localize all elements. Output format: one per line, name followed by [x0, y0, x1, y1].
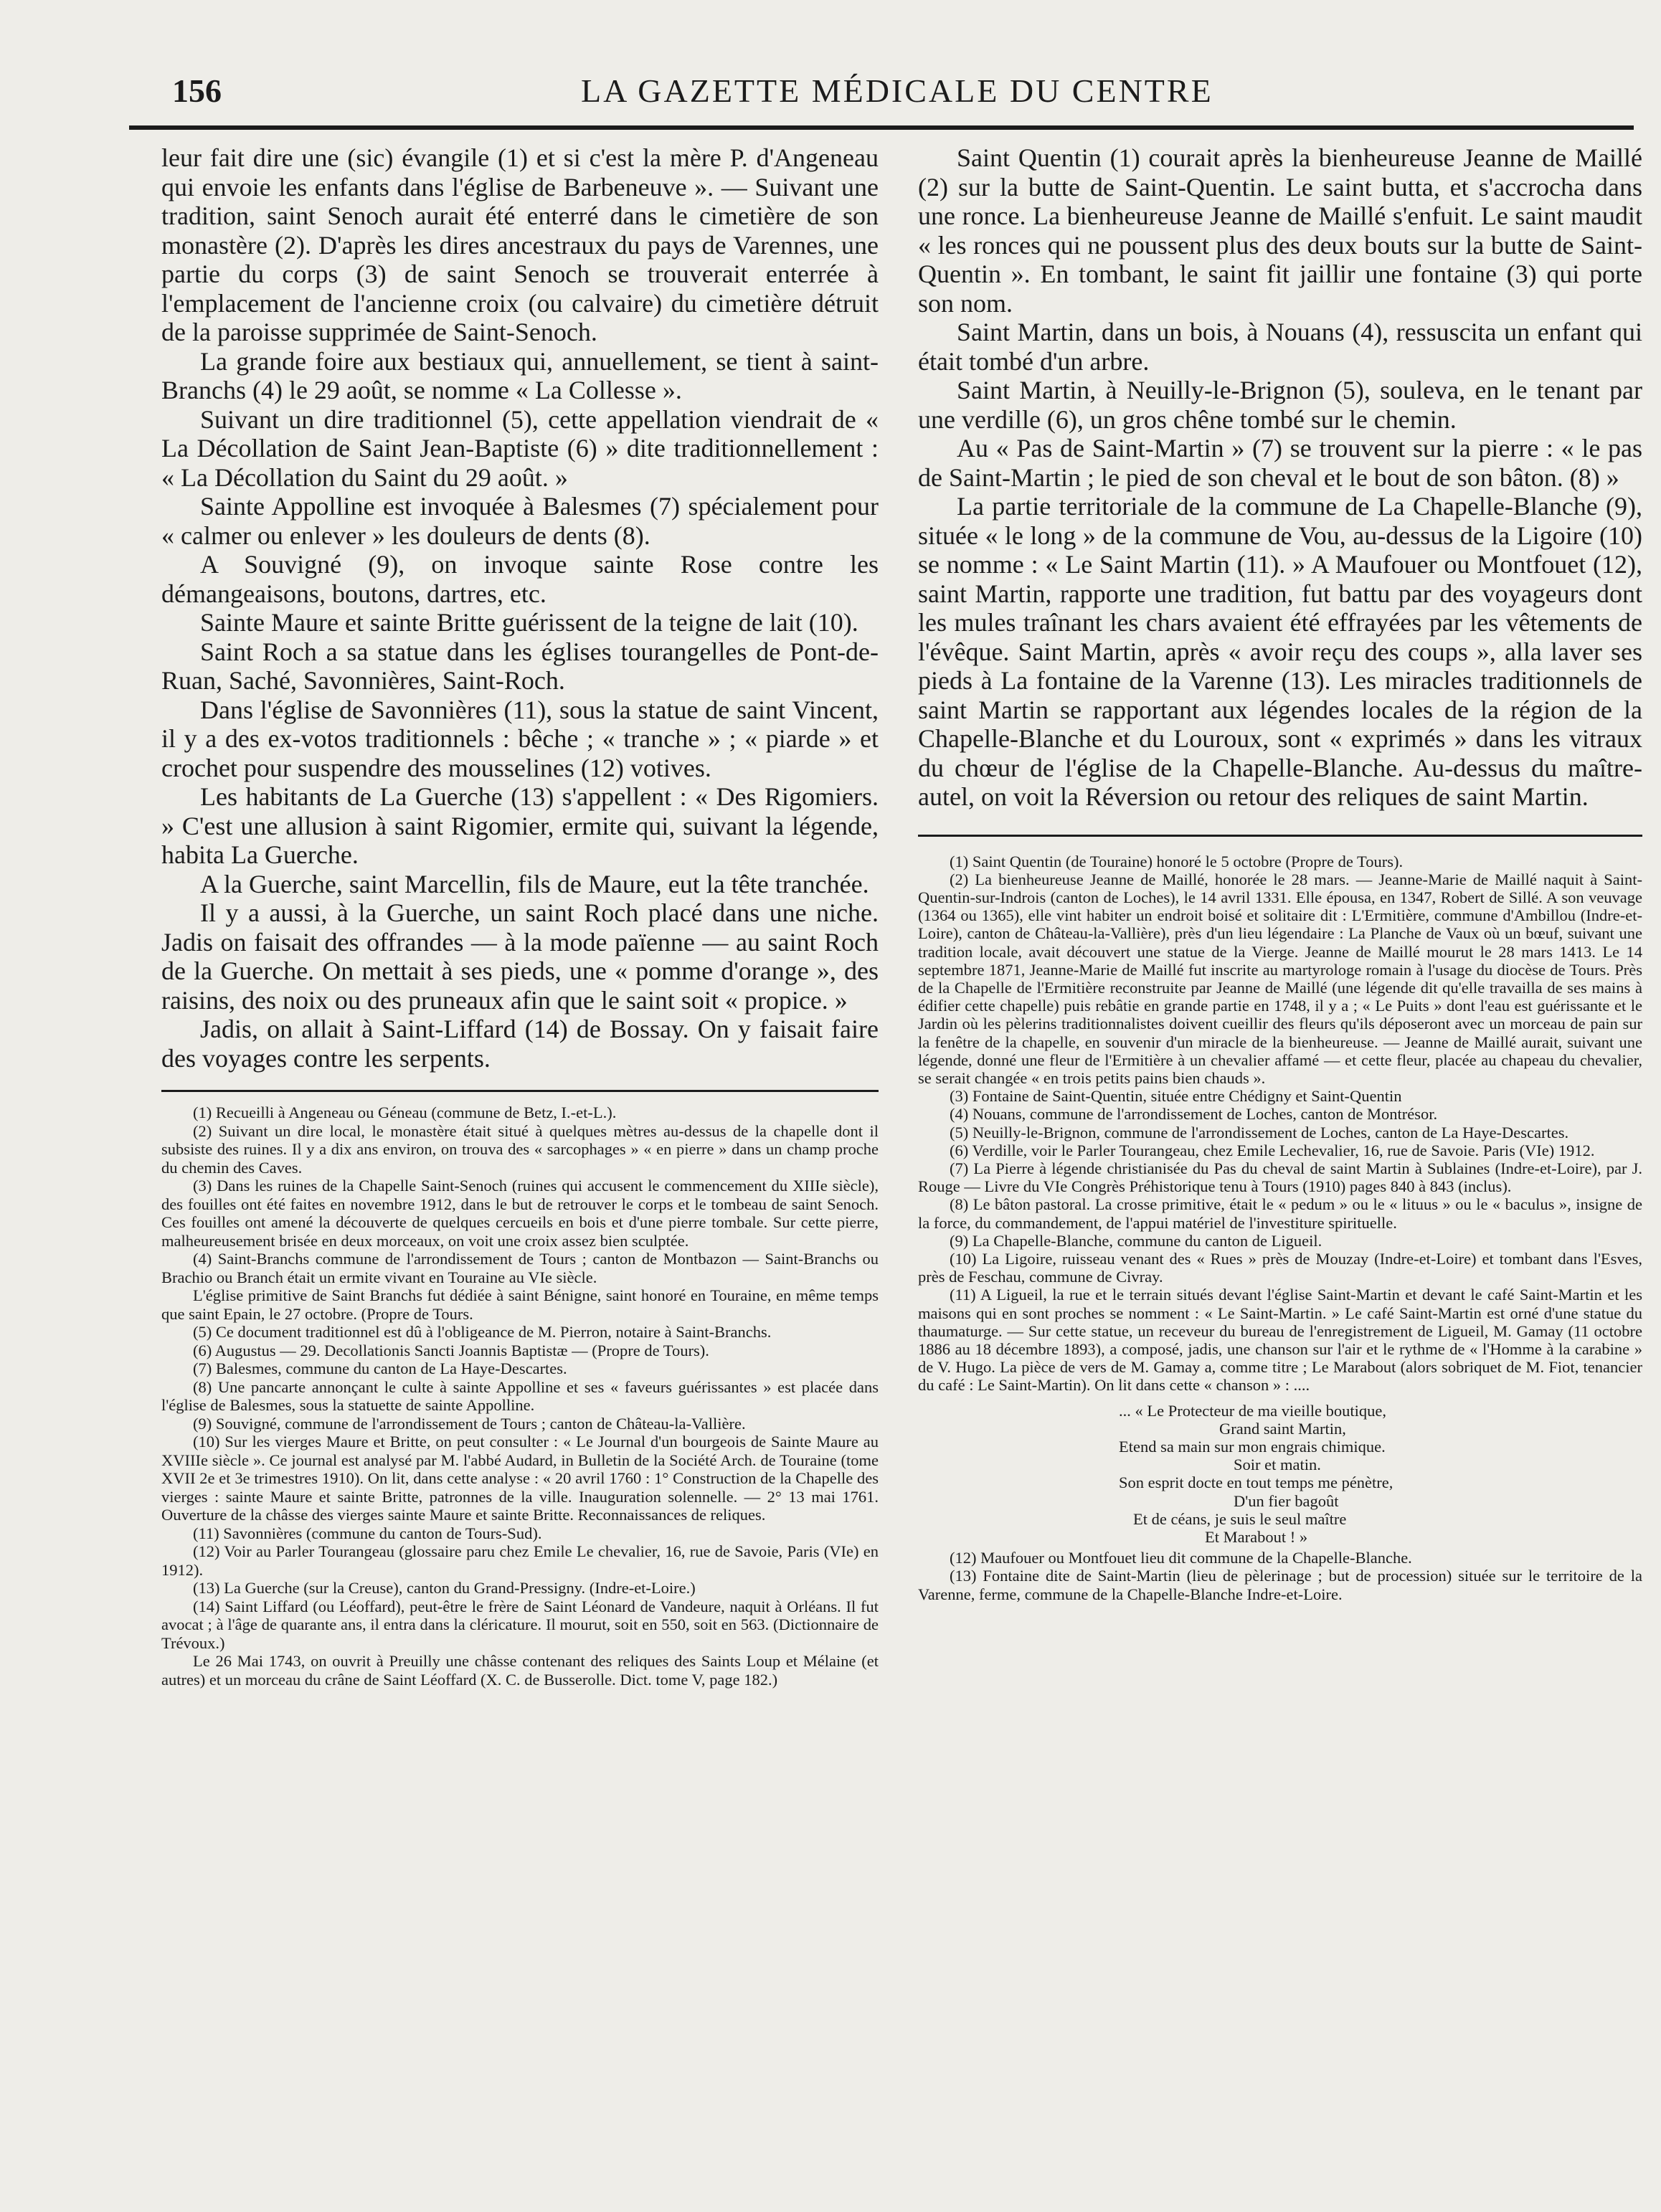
poem-line: Etend sa main sur mon engrais chimique. [1119, 1438, 1386, 1456]
poem-line: Et de céans, je suis le seul maître [1133, 1509, 1347, 1528]
paragraph: Saint Quentin (1) courait après la bienheureuse Jeanne de Maillé (2) sur la butte de Saint-Quentin. Le saint butta, et s'accrocha dans une ronce. La bienheureuse Jeanne de Maillé s'enfuit. Le saint maudit « les ronces qui ne poussent plus des deux bouts sur la butte de Saint-Quentin ». En tombant, le saint fit jaillir une fontaine (3) qui porte son nom. [918, 143, 1642, 318]
paragraph: Il y a aussi, à la Guerche, un saint Roch placé dans une niche. Jadis on faisait des offrandes — à la mode païenne — au saint Roch de la Guerche. On mettait à ses pieds, une « pomme d'orange », des raisins, des noix ou des pruneaux afin que le saint soit « propice. » [161, 898, 879, 1015]
paragraph: Dans l'église de Savonnières (11), sous la statue de saint Vincent, il y a des ex-votos traditionnels : bêche ; « tranche » ; « piarde » et crochet pour suspendre des mousselines (12) votives. [161, 695, 879, 782]
paragraph: Jadis, on allait à Saint-Liffard (14) de Bossay. On y faisait faire des voyages contre les serpents. [161, 1015, 879, 1073]
footnote: (6) Verdille, voir le Parler Tourangeau, chez Emile Lechevalier, 16, rue de Savoie. Paris (VIe) 1912. [950, 1141, 1595, 1159]
left-body-text [161, 143, 879, 1073]
footnote: (5) Neuilly-le-Brignon, commune de l'arrondissement de Loches, canton de La Haye-Descartes. [950, 1123, 1569, 1141]
paragraph: Saint Roch a sa statue dans les églises tourangelles de Pont-de-Ruan, Saché, Savonnières, Saint-Roch. [161, 637, 879, 695]
paragraph: A la Guerche, saint Marcellin, fils de Maure, eut la tête tranchée. [200, 869, 869, 898]
footnote: (9) La Chapelle-Blanche, commune du canton de Ligueil. [950, 1231, 1322, 1250]
footnote: (8) Une pancarte annonçant le culte à sainte Appolline et ses « faveurs guérissantes » est placée dans l'église de Balesmes, sous la statuette de sainte Appolline. [161, 1377, 879, 1414]
poem-line: Grand saint Martin, [1219, 1419, 1346, 1438]
left-column [161, 143, 879, 1689]
poem-line: ... « Le Protecteur de ma vieille boutique, [1119, 1401, 1387, 1420]
paragraph: Saint Martin, dans un bois, à Nouans (4), ressuscita un enfant qui était tombé d'un arbre. [918, 318, 1642, 376]
footnote: (6) Augustus — 29. Decollationis Sancti Joannis Baptistæ — (Propre de Tours). [193, 1341, 709, 1359]
poem-line: D'un fier bagoût [1234, 1491, 1339, 1510]
footnote: Le 26 Mai 1743, on ouvrit à Preuilly une châsse contenant des reliques des Saints Loup et Mélaine (et autres) et un morceau du crâne de Saint Léoffard (X. C. de Busserolle. Dict. tome V, page 182.) [161, 1652, 879, 1689]
paragraph: Sainte Maure et sainte Britte guérissent de la teigne de lait (10). [200, 608, 858, 637]
paragraph: La partie territoriale de la commune de La Chapelle-Blanche (9), située « le long » de la commune de Vou, au-dessus de la Ligoire (10) se nomme : « Le Saint Martin (11). » A Maufouer ou Montfouet (12), saint Martin, rapporte une tradition, fut battu par des voyageurs dont les mules traînant les chars avaient été effrayées par les vêtements de l'évêque. Saint Martin, après « avoir reçu des coups », alla laver ses pieds à La fontaine de la Varenne (13). Les miracles traditionnels de saint Martin se rapportant aux légendes locales de la région de la Chapelle-Blanche et du Louroux, sont « exprimés » dans les vitraux du chœur de l'église de la Chapelle-Blanche. Au-dessus du maître-autel, on voit la Réversion ou retour des reliques de saint Martin. [918, 492, 1642, 811]
paragraph: Les habitants de La Guerche (13) s'appellent : « Des Rigomiers. » C'est une allusion à saint Rigomier, ermite qui, suivant la légende, habita La Guerche. [161, 782, 879, 869]
footnote: (10) La Ligoire, ruisseau venant des « Rues » près de Mouzay (Indre-et-Loire) et tombant dans l'Esves, près de Feschau, commune de Civray. [918, 1249, 1642, 1286]
footnote: (10) Sur les vierges Maure et Britte, on peut consulter : « Le Journal d'un bourgeois de Sainte Maure au XVIIIe siècle ». Ce journal est analysé par M. l'abbé Audard, in Bulletin de la Société Arch. de Touraine (tome XVII 2e et 3e trimestres 1910). On lit, dans cette analyse : « 20 avril 1760 : 1° Construction de la Chapelle des vierges : sainte Maure et sainte Britte, patronnes de la ville. Inauguration solennelle. — 2° 13 mai 1761. Ouverture de la châsse des vierges sainte Maure et sainte Britte. Reconnaissances de reliques. [161, 1433, 879, 1524]
footnote: (13) La Guerche (sur la Creuse), canton du Grand-Pressigny. (Indre-et-Loire.) [193, 1579, 696, 1597]
paragraph: La grande foire aux bestiaux qui, annuellement, se tient à saint-Branchs (4) le 29 août, se nomme « La Collesse ». [161, 346, 879, 404]
footnote: (14) Saint Liffard (ou Léoffard), peut-être le frère de Saint Léonard de Vandeure, naquit à Orléans. Il fut avocat ; à l'âge de quarante ans, il entra dans la cléricature. Il mourut, soit en 550, soit en 563. (Dictionnaire de Trévoux.) [161, 1597, 879, 1652]
footnote: (3) Dans les ruines de la Chapelle Saint-Senoch (ruines qui accusent le commencement du XIIIe siècle), des fouilles ont été faites en novembre 1912, dans le but de retrouver le corps et le tombeau de saint Senoch. Ces fouilles ont amené la découverte de quelques cercueils en bois et d'une pierre tombale. Sur cette pierre, malheureusement brisée en deux morceaux, on voit une croix assez bien sculptée. [161, 1177, 879, 1250]
paragraph: Saint Martin, à Neuilly-le-Brignon (5), souleva, en le tenant par une verdille (6), un gros chêne tombé sur le chemin. [918, 376, 1642, 434]
poem-line: Son esprit docte en tout temps me pénètre, [1119, 1473, 1393, 1492]
paragraph: A Souvigné (9), on invoque sainte Rose contre les démangeaisons, boutons, dartres, etc. [161, 550, 879, 608]
footnote: (7) Balesmes, commune du canton de La Haye-Descartes. [193, 1359, 567, 1377]
footnote: (3) Fontaine de Saint-Quentin, située entre Chédigny et Saint-Quentin [950, 1087, 1402, 1106]
footnote: (4) Nouans, commune de l'arrondissement de Loches, canton de Montrésor. [950, 1105, 1438, 1124]
footnote: (12) Voir au Parler Tourangeau (glossaire paru chez Emile Le chevalier, 16, rue de Savoie, Paris (VIe) en 1912). [161, 1542, 879, 1579]
paragraph: Suivant un dire traditionnel (5), cette appellation viendrait de « La Décollation de Saint Jean-Baptiste (6) » dite traditionnellement : « La Décollation du Saint du 29 août. » [161, 404, 879, 492]
left-footnotes [161, 1103, 879, 1689]
poem [918, 1402, 1642, 1547]
footnote: L'église primitive de Saint Branchs fut dédiée à saint Bénigne, saint honoré en Touraine, en même temps que saint Epain, le 27 octobre. (Propre de Tours. [161, 1286, 879, 1323]
header-rule [129, 125, 1634, 130]
footnote: (12) Maufouer ou Montfouet lieu dit commune de la Chapelle-Blanche. [950, 1549, 1412, 1567]
footnotes-rule [161, 1090, 879, 1092]
footnote: (8) Le bâton pastoral. La crosse primitive, était le « pedum » ou le « lituus » ou le « baculus », insigne de la force, du commandement, de l'appui matériel de l'investiture spirituelle. [918, 1195, 1642, 1232]
footnotes-rule [918, 835, 1642, 837]
paragraph: leur fait dire une (sic) évangile (1) et si c'est la mère P. d'Angeneau qui envoie les enfants dans l'église de Barbeneuve ». — Suivant une tradition, saint Senoch aurait été enterré dans le cimetière de son monastère (2). D'après les dires ancestraux du pays de Varennes, une partie du corps (3) de saint Senoch se trouverait enterrée à l'emplacement de l'ancienne croix (ou calvaire) du cimetière détruit de la paroisse supprimée de Saint-Senoch. [161, 143, 879, 346]
right-column [918, 143, 1642, 1603]
footnote: (11) A Ligueil, la rue et le terrain situés devant l'église Saint-Martin et devant le café Saint-Martin et les maisons qui en sont proches se nomment : « Le Saint-Martin. » Le café Saint-Martin est orné d'une statue du thaumaturge. — Sur cette statue, un receveur du bureau de l'enregistrement de Ligueil, M. Gamay (11 octobre 1886 au 18 décembre 1893), a composé, jadis, une chanson sur l'air et le rythme de « l'Homme à la carabine » de V. Hugo. La pièce de vers de M. Gamay a, comme titre ; Le Marabout (alors sobriquet de M. Fiot, tenancier du café : Le Saint-Martin). On lit dans cette « chanson » : .... [918, 1286, 1642, 1395]
poem-line: Et Marabout ! » [1205, 1528, 1308, 1547]
paragraph: Au « Pas de Saint-Martin » (7) se trouvent sur la pierre : « le pas de Saint-Martin ; le pied de son cheval et le bout de son bâton. (8) » [918, 434, 1642, 492]
footnote: (9) Souvigné, commune de l'arrondissement de Tours ; canton de Château-la-Vallière. [193, 1414, 746, 1433]
journal-title: LA GAZETTE MÉDICALE DU CENTRE [581, 72, 1213, 109]
footnote: (5) Ce document traditionnel est dû à l'obligeance de M. Pierron, notaire à Saint-Branchs. [193, 1323, 772, 1341]
footnote: (1) Recueilli à Angeneau ou Géneau (commune de Betz, I.-et-L.). [193, 1103, 617, 1121]
page-header [158, 72, 1618, 122]
paragraph: Sainte Appolline est invoquée à Balesmes (7) spécialement pour « calmer ou enlever » les douleurs de dents (8). [161, 492, 879, 550]
footnote: (11) Savonnières (commune du canton de Tours-Sud). [193, 1524, 542, 1542]
footnote: (7) La Pierre à légende christianisée du Pas du cheval de saint Martin à Sublaines (Indre-et-Loire), par J. Rouge — Livre du VIe Congrès Préhistorique tenu à Tours (1910) pages 840 à 843 (inclus). [918, 1159, 1642, 1196]
footnote: (2) Suivant un dire local, le monastère était situé à quelques mètres au-dessus de la chapelle dont il subsiste des ruines. Il y a dix ans environ, on trouva des « sarcophages » « en pierre » dans un champ proche du chemin des Caves. [161, 1121, 879, 1177]
footnote: (4) Saint-Branchs commune de l'arrondissement de Tours ; canton de Montbazon — Saint-Branchs ou Brachio ou Branch était un ermite vivant en Touraine au VIe siècle. [161, 1250, 879, 1286]
poem-line: Soir et matin. [1234, 1456, 1321, 1474]
footnote: (1) Saint Quentin (de Touraine) honoré le 5 octobre (Propre de Tours). [950, 852, 1404, 870]
right-footnotes [918, 853, 1642, 1603]
page-number: 156 [172, 72, 222, 109]
footnote: (13) Fontaine dite de Saint-Martin (lieu de pèlerinage ; but de procession) située sur le territoire de la Varenne, ferme, commune de la Chapelle-Blanche Indre-et-Loire. [918, 1567, 1642, 1603]
right-body-text [918, 143, 1642, 812]
footnote: (2) La bienheureuse Jeanne de Maillé, honorée le 28 mars. — Jeanne-Marie de Maillé naquit à Saint-Quentin-sur-Indrois (canton de Loches), le 14 avril 1331. Elle épousa, en 1347, Robert de Sillé. A son veuvage (1364 ou 1365), elle vint habiter un endroit boisé et solitaire dit : L'Ermitière, commune d'Ambillou (Indre-et-Loire), canton de Château-la-Vallière), près d'un lieu légendaire : La Planche de Vaux où un bœuf, suivant une tradition locale, avait découvert une statue de la Vierge. Jeanne de Maillé mourut le 28 mars 1413. Le 14 septembre 1871, Jeanne-Marie de Maillé fut inscrite au martyrologe romain à l'usage du diocèse de Tours. Près de la Chapelle de l'Ermitière reconstruite par Jeanne de Maillé (une légende dit qu'elle travailla de ses mains à édifier cette chapelle) puis rebâtie en grande partie en 1748, il y a ; « Le Puits » dont l'eau est guérissante et le Jardin où les pèlerins traditionnalistes doivent cueillir des fleurs qu'ils déposeront avec un morceau de pain sur la fenêtre de la chapelle, en souvenir d'un miracle de la bienheureuse. — Jeanne de Maillé aurait, suivant une légende, donné une fleur de l'Ermitière à un chevalier affamé — et cette fleur, placée au chapeau du chevalier, se serait changée « en trois petits pains bien chauds ». [918, 870, 1642, 1087]
